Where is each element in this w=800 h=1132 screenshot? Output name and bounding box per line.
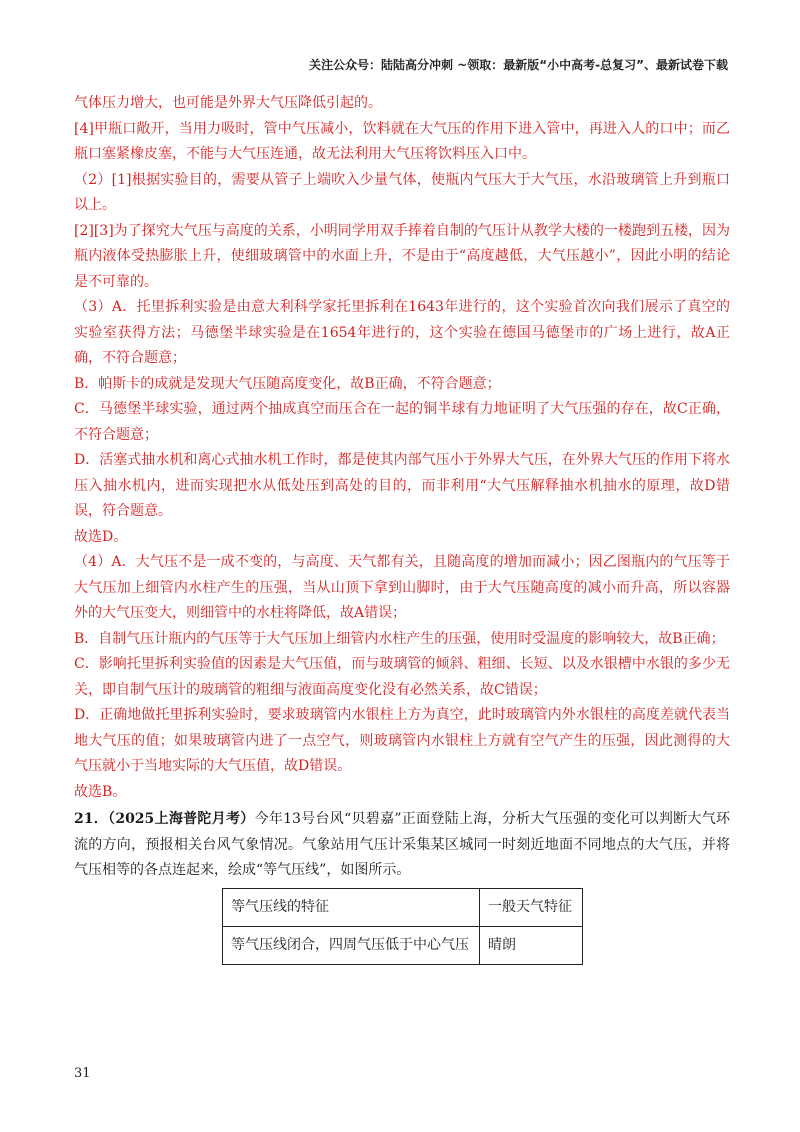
- table-header-cell: 等气压线的特征: [223, 888, 480, 926]
- question-number: 21．: [74, 811, 109, 827]
- answer-line: B．自制气压计瓶内的气压等于大气压加上细管内水柱产生的压强，使用时受温度的影响较大，故B正确；: [74, 630, 725, 647]
- answer-line: 故选B。: [74, 783, 127, 800]
- answer-line: （2）[1]根据实验目的，需要从管子上端吹入少量气体，使瓶内气压大于大气压，水沿玻璃管上升到瓶口以上。: [74, 171, 730, 213]
- table-header-cell: 一般天气特征: [480, 888, 583, 926]
- answer-line: C．马德堡半球实验，通过两个抽成真空而压合在一起的铜半球有力地证明了大气压强的存在，故C正确，不符合题意；: [74, 401, 730, 443]
- question-text: 今年13号台风“贝碧嘉”正面登陆上海，分析大气压强的变化可以判断大气环流的方向，预报相关台风气象情况。气象站用气压计采集某区城同一时刻近地面不同地点的大气压，并将气压相等的各点连起来，绘成“等气压线”，如图所示。: [74, 811, 730, 878]
- table-cell: 晴朗: [480, 926, 583, 964]
- question-21: [74, 807, 730, 884]
- question-source: （2025上海普陀月考）: [108, 811, 255, 827]
- page-header: 关注公众号：陆陆高分冲刺 ~领取：最新版“小中高考-总复习”、最新试卷下载: [309, 58, 728, 72]
- table-cell: 等气压线闭合，四周气压低于中心气压: [223, 926, 480, 964]
- page-number: 31: [74, 1066, 91, 1081]
- answer-line: [2][3]为了探究大气压与高度的关系，小明同学用双手捧着自制的气压计从教学大楼的一楼跑到五楼，因为瓶内液体受热膨胀上升，使细玻璃管中的水面上升，不是由于“高度越低，大气压越小”，因此小明的结论是不可靠的。: [74, 222, 730, 290]
- page-content: [74, 91, 730, 965]
- answer-line: 气体压力增大，也可能是外界大气压降低引起的。: [74, 95, 382, 111]
- answer-line: B．帕斯卡的成就是发现大气压随高度变化，故B正确，不符合题意；: [74, 375, 501, 392]
- answer-line: C．影响托里拆利实验值的因素是大气压值，而与玻璃管的倾斜、粗细、长短、以及水银槽中水银的多少无关，即自制气压计的玻璃管的粗细与液面高度变化没有必然关系，故C错误；: [74, 656, 730, 698]
- answer-line: D．活塞式抽水机和离心式抽水机工作时，都是使其内部气压小于外界大气压，在外界大气压的作用下将水压入抽水机内，进而实现把水从低处压到高处的目的，而非利用“大气压解释抽水机抽水的原理，故D错误，符合题意。: [74, 452, 730, 519]
- answer-line: （3）A．托里拆利实验是由意大利科学家托里拆利在1643年进行的，这个实验首次向我们展示了真空的实验室获得方法；马德堡半球实验是在1654年进行的，这个实验在德国马德堡市的广场上进行，故A正确，不符合题意；: [74, 299, 730, 366]
- table-row: [223, 926, 583, 964]
- answer-line: [4]甲瓶口敞开，当用力吸时，管中气压减小，饮料就在大气压的作用下进入管中，再进入人的口中；而乙瓶口塞紧橡皮塞，不能与大气压连通，故无法利用大气压将饮料压入口中。: [74, 120, 730, 162]
- pressure-feature-table: [222, 888, 583, 965]
- answer-line: （4）A．大气压不是一成不变的，与高度、天气都有关，且随高度的增加而减小；因乙图瓶内的气压等于大气压加上细管内水柱产生的压强，当从山顶下拿到山脚时，由于大气压随高度的减小而升高，所以容器外的大气压变大，则细管中的水柱将降低，故A错误；: [74, 554, 730, 621]
- answer-line: D．正确地做托里拆利实验时，要求玻璃管内水银柱上方为真空，此时玻璃管内外水银柱的高度差就代表当地大气压的值；如果玻璃管内进了一点空气，则玻璃管内水银柱上方就有空气产生的压强，因此测得的大气压就小于当地实际的大气压值，故D错误。: [74, 707, 730, 774]
- table-header-row: [223, 888, 583, 926]
- answer-line: 故选D。: [74, 528, 128, 545]
